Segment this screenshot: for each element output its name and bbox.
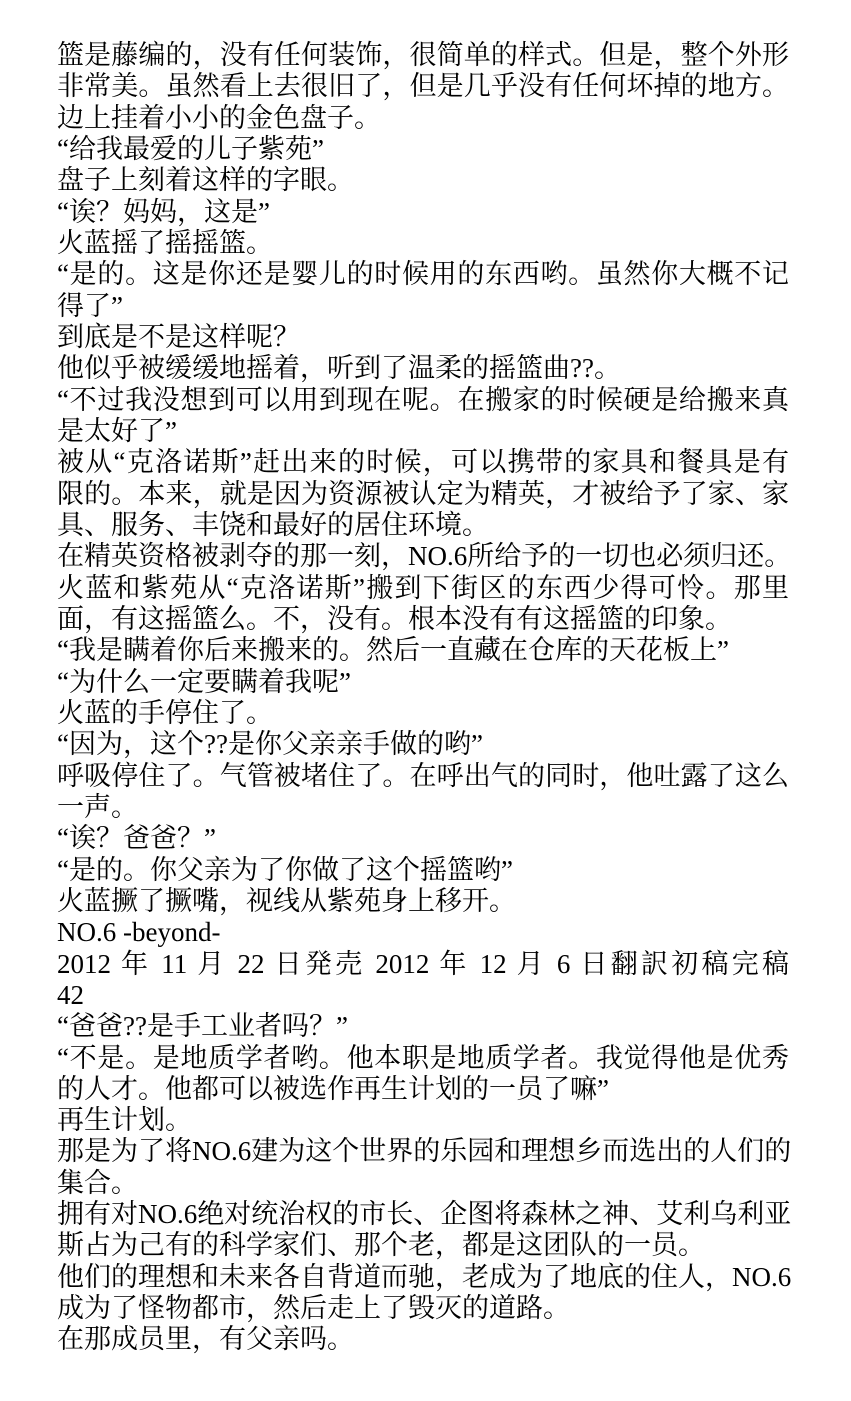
paragraph	[57, 228, 789, 259]
paragraph	[57, 322, 789, 353]
text-line: “不是。是地质学者哟。他本职是地质学者。我觉得他是优秀	[57, 1042, 789, 1073]
quote-paragraph	[57, 635, 789, 666]
paragraph	[57, 165, 789, 196]
text-line: 面，有这摇篮么。不，没有。根本没有有这摇篮的印象。	[57, 603, 732, 634]
quote-paragraph	[57, 197, 789, 228]
text-line: “是的。你父亲为了你做了这个摇篮哟”	[57, 854, 513, 885]
quote-paragraph	[57, 259, 789, 322]
quote-paragraph	[57, 729, 789, 760]
paragraph	[57, 103, 789, 134]
text-line: 是太好了”	[57, 415, 177, 446]
text-line: 的人才。他都可以被选作再生计划的一员了嘛”	[57, 1073, 609, 1104]
text-line: 非常美。虽然看上去很旧了，但是几乎没有任何坏掉的地方。	[57, 71, 789, 102]
text-line: 在精英资格被剥夺的那一刻，NO.6所给予的一切也必须归还。	[57, 541, 792, 572]
text-line: 他们的理想和未来各自背道而驰，老成为了地底的住人，NO.6	[57, 1261, 792, 1292]
text-line: 得了”	[57, 290, 123, 321]
text-line: 篮是藤编的，没有任何装饰，很简单的样式。但是，整个外形	[57, 40, 789, 70]
text-line: “是的。这是你还是婴儿的时候用的东西哟。虽然你大概不记	[57, 259, 789, 290]
text-line: 具、服务、丰饶和最好的居住环境。	[57, 509, 489, 540]
text-line: 那是为了将NO.6建为这个世界的乐园和理想乡而选出的人们的	[57, 1136, 792, 1167]
text-line: 集合。	[57, 1167, 138, 1198]
text-line: 一声。	[57, 791, 138, 822]
text-line: 火蓝撅了撅嘴，视线从紫苑身上移开。	[57, 885, 516, 916]
quote-paragraph	[57, 1043, 789, 1106]
quote-paragraph	[57, 855, 789, 886]
text-line: 呼吸停住了。气管被堵住了。在呼出气的同时，他吐露了这么	[57, 760, 789, 791]
text-line: 边上挂着小小的金色盘子。	[57, 102, 381, 133]
text-line: 火蓝和紫苑从“克洛诺斯”搬到下街区的东西少得可怜。那里	[57, 572, 789, 603]
text-line: 盘子上刻着这样的字眼。	[57, 165, 354, 196]
text-line: “爸爸??是手工业者吗？”	[57, 1011, 348, 1042]
paragraph	[57, 1324, 789, 1355]
quote-paragraph	[57, 1011, 789, 1042]
text-line: 拥有对NO.6绝对统治权的市长、企图将森林之神、艾利乌利亚	[57, 1199, 792, 1230]
paragraph	[57, 573, 789, 636]
paragraph	[57, 1199, 792, 1262]
paragraph	[57, 886, 789, 917]
document-page	[57, 40, 792, 1356]
page-number	[57, 980, 789, 1011]
text-line: 火蓝的手停住了。	[57, 697, 273, 728]
publication-info	[57, 949, 789, 980]
quote-paragraph	[57, 385, 789, 448]
text-line: “不过我没想到可以用到现在呢。在搬家的时候硬是给搬来真	[57, 384, 789, 415]
text-line: NO.6 -beyond-	[57, 917, 221, 948]
text-line: “为什么一定要瞒着我呢”	[57, 666, 351, 697]
text-line: 再生计划。	[57, 1105, 192, 1136]
text-line: “因为，这个??是你父亲亲手做的哟”	[57, 729, 483, 760]
quote-paragraph	[57, 134, 789, 165]
text-line: 斯占为己有的科学家们、那个老，都是这团队的一员。	[57, 1230, 705, 1261]
text-line: “我是瞒着你后来搬来的。然后一直藏在仓库的天花板上”	[57, 635, 729, 666]
paragraph	[57, 698, 789, 729]
book-title-running-footer	[57, 917, 789, 948]
paragraph	[57, 40, 789, 103]
text-line: 被从“克洛诺斯”赶出来的时候，可以携带的家具和餐具是有	[57, 447, 789, 478]
text-line: 到底是不是这样呢？	[57, 321, 300, 352]
text-line: 42	[57, 979, 84, 1010]
paragraph	[57, 1136, 792, 1199]
text-line: “给我最爱的儿子紫苑”	[57, 133, 324, 164]
paragraph	[57, 541, 792, 572]
text-line: 2012 年 11 月 22 日発売 2012 年 12 月 6 日翻訳初稿完稿	[57, 948, 789, 979]
quote-paragraph	[57, 823, 789, 854]
paragraph	[57, 1105, 789, 1136]
text-line: “诶？爸爸？”	[57, 823, 216, 854]
text-line: 在那成员里，有父亲吗。	[57, 1324, 354, 1355]
paragraph	[57, 1261, 792, 1325]
text-line: 成为了怪物都市，然后走上了毁灭的道路。	[57, 1293, 570, 1324]
paragraph	[57, 447, 789, 541]
quote-paragraph	[57, 667, 789, 698]
text-line: 限的。本来，就是因为资源被认定为精英，才被给予了家、家	[57, 478, 789, 509]
text-line: “诶？妈妈，这是”	[57, 196, 270, 227]
paragraph	[57, 353, 789, 384]
paragraph	[57, 761, 789, 824]
text-line: 火蓝摇了摇摇篮。	[57, 227, 273, 258]
text-line: 他似乎被缓缓地摇着，听到了温柔的摇篮曲??。	[57, 353, 621, 384]
